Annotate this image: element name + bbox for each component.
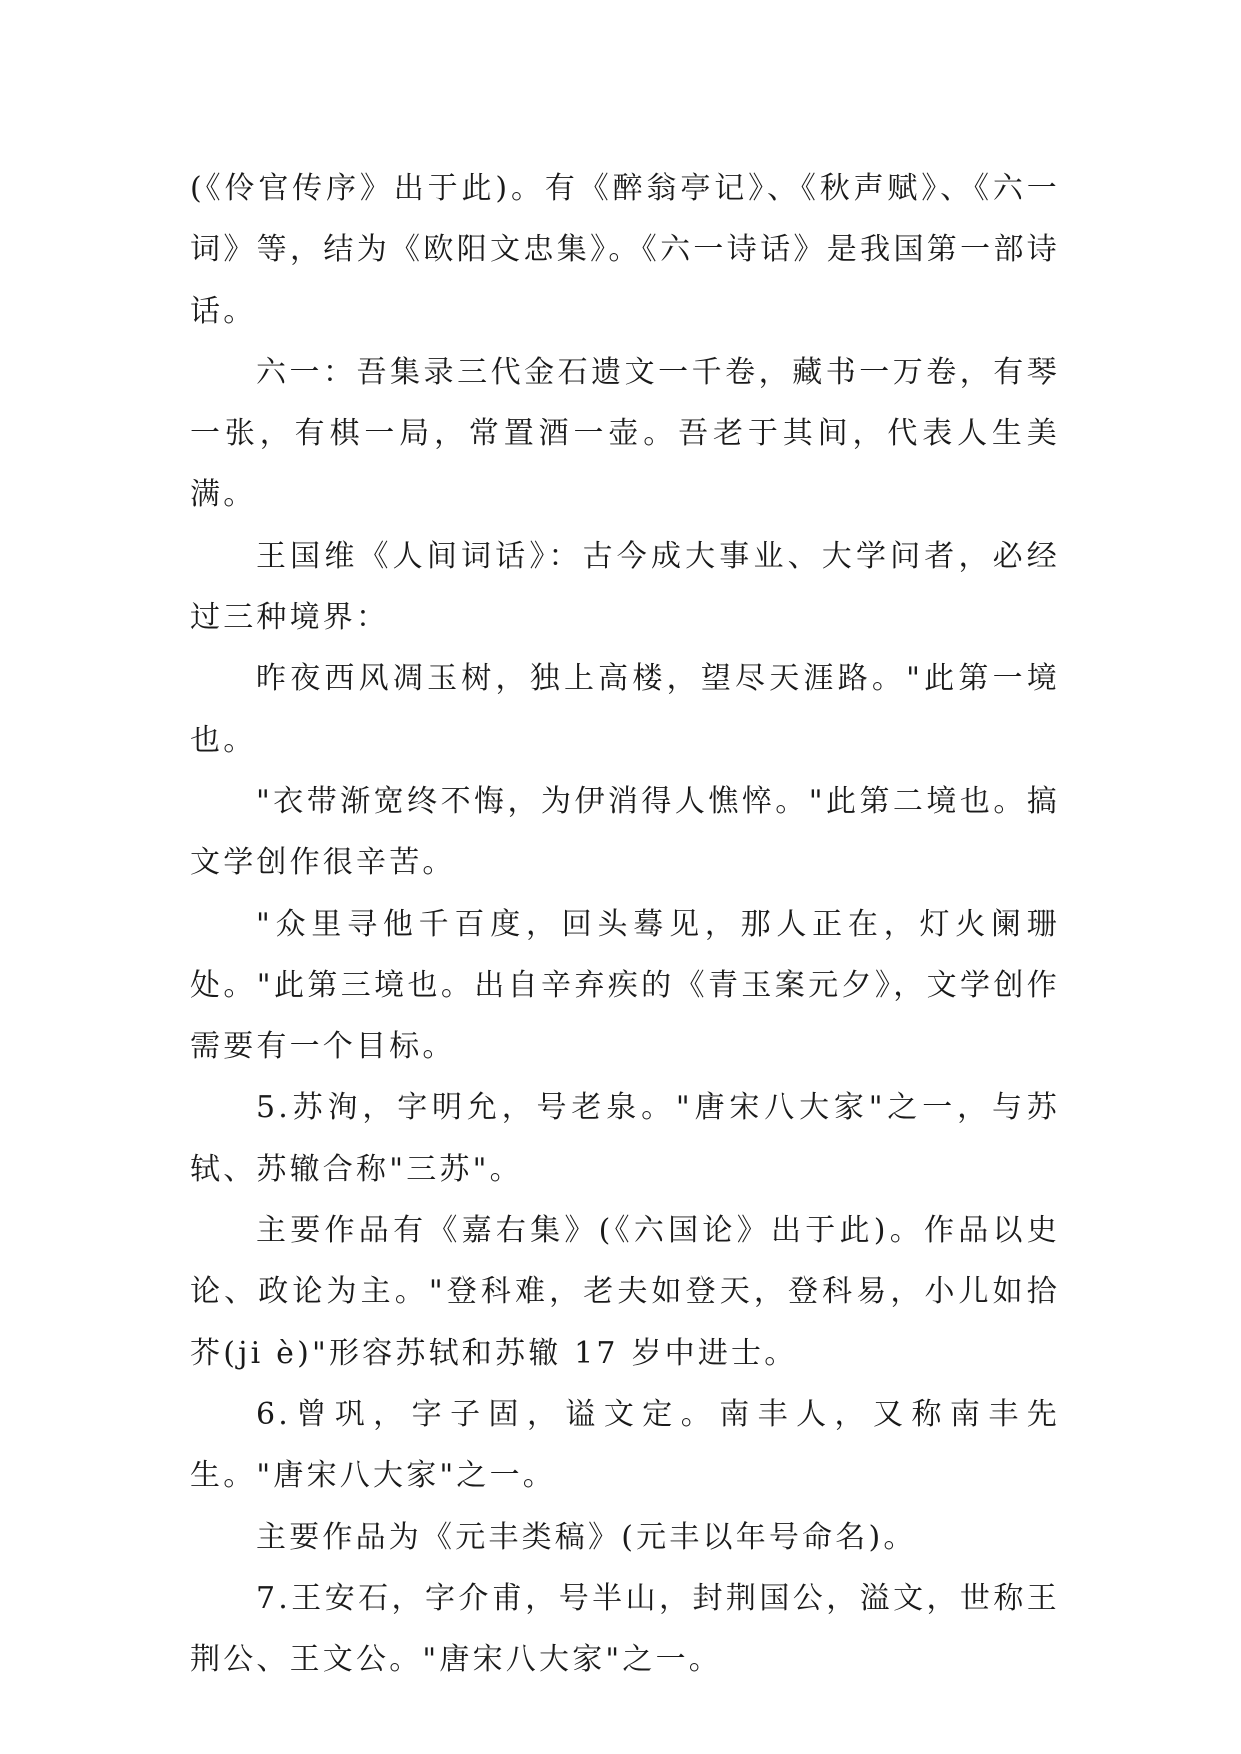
paragraph-10: 主要作品为《元丰类稿》(元丰以年号命名)。 bbox=[256, 1519, 917, 1555]
paragraph-7: 5.苏洵，字明允，号老泉。"唐宋八大家"之一，与苏轼、苏辙合称"三苏"。 bbox=[190, 1090, 1060, 1187]
paragraph-1: (《伶官传序》出于此)。有《醉翁亭记》、《秋声赋》、《六一词》等，结为《欧阳文忠集》。《六一诗话》是我国第一部诗话。 bbox=[190, 171, 1060, 329]
paragraph-5: "衣带渐宽终不悔，为伊消得人憔悴。"此第二境也。搞文学创作很辛苦。 bbox=[190, 783, 1060, 881]
paragraph-4: 昨夜西风凋玉树，独上高楼，望尽天涯路。"此第一境也。 bbox=[190, 661, 1060, 758]
paragraph-11: 7.王安石，字介甫，号半山，封荆国公，溢文，世称王荆公、王文公。"唐宋八大家"之一。 bbox=[190, 1580, 1060, 1678]
paragraph-6: "众里寻他千百度，回头蓦见，那人正在，灯火阑珊处。"此第三境也。出自辛弃疾的《青玉案元夕》，文学创作需要有一个目标。 bbox=[190, 906, 1060, 1065]
body-text bbox=[190, 158, 1060, 1690]
paragraph-9: 6.曾巩，字子固，谥文定。南丰人，又称南丰先生。"唐宋八大家"之一。 bbox=[190, 1396, 1060, 1494]
paragraph-8: 主要作品有《嘉右集》(《六国论》出于此)。作品以史论、政论为主。"登科难，老夫如登天，登科易，小儿如拾芥(ji è)"形容苏轼和苏辙 17 岁中进士。 bbox=[190, 1213, 1060, 1371]
paragraph-2: 六一：吾集录三代金石遗文一千卷，藏书一万卷，有琴一张，有棋一局，常置酒一壶。吾老于其间，代表人生美满。 bbox=[190, 354, 1060, 513]
paragraph-3: 王国维《人间词话》：古今成大事业、大学问者，必经过三种境界： bbox=[190, 538, 1060, 636]
